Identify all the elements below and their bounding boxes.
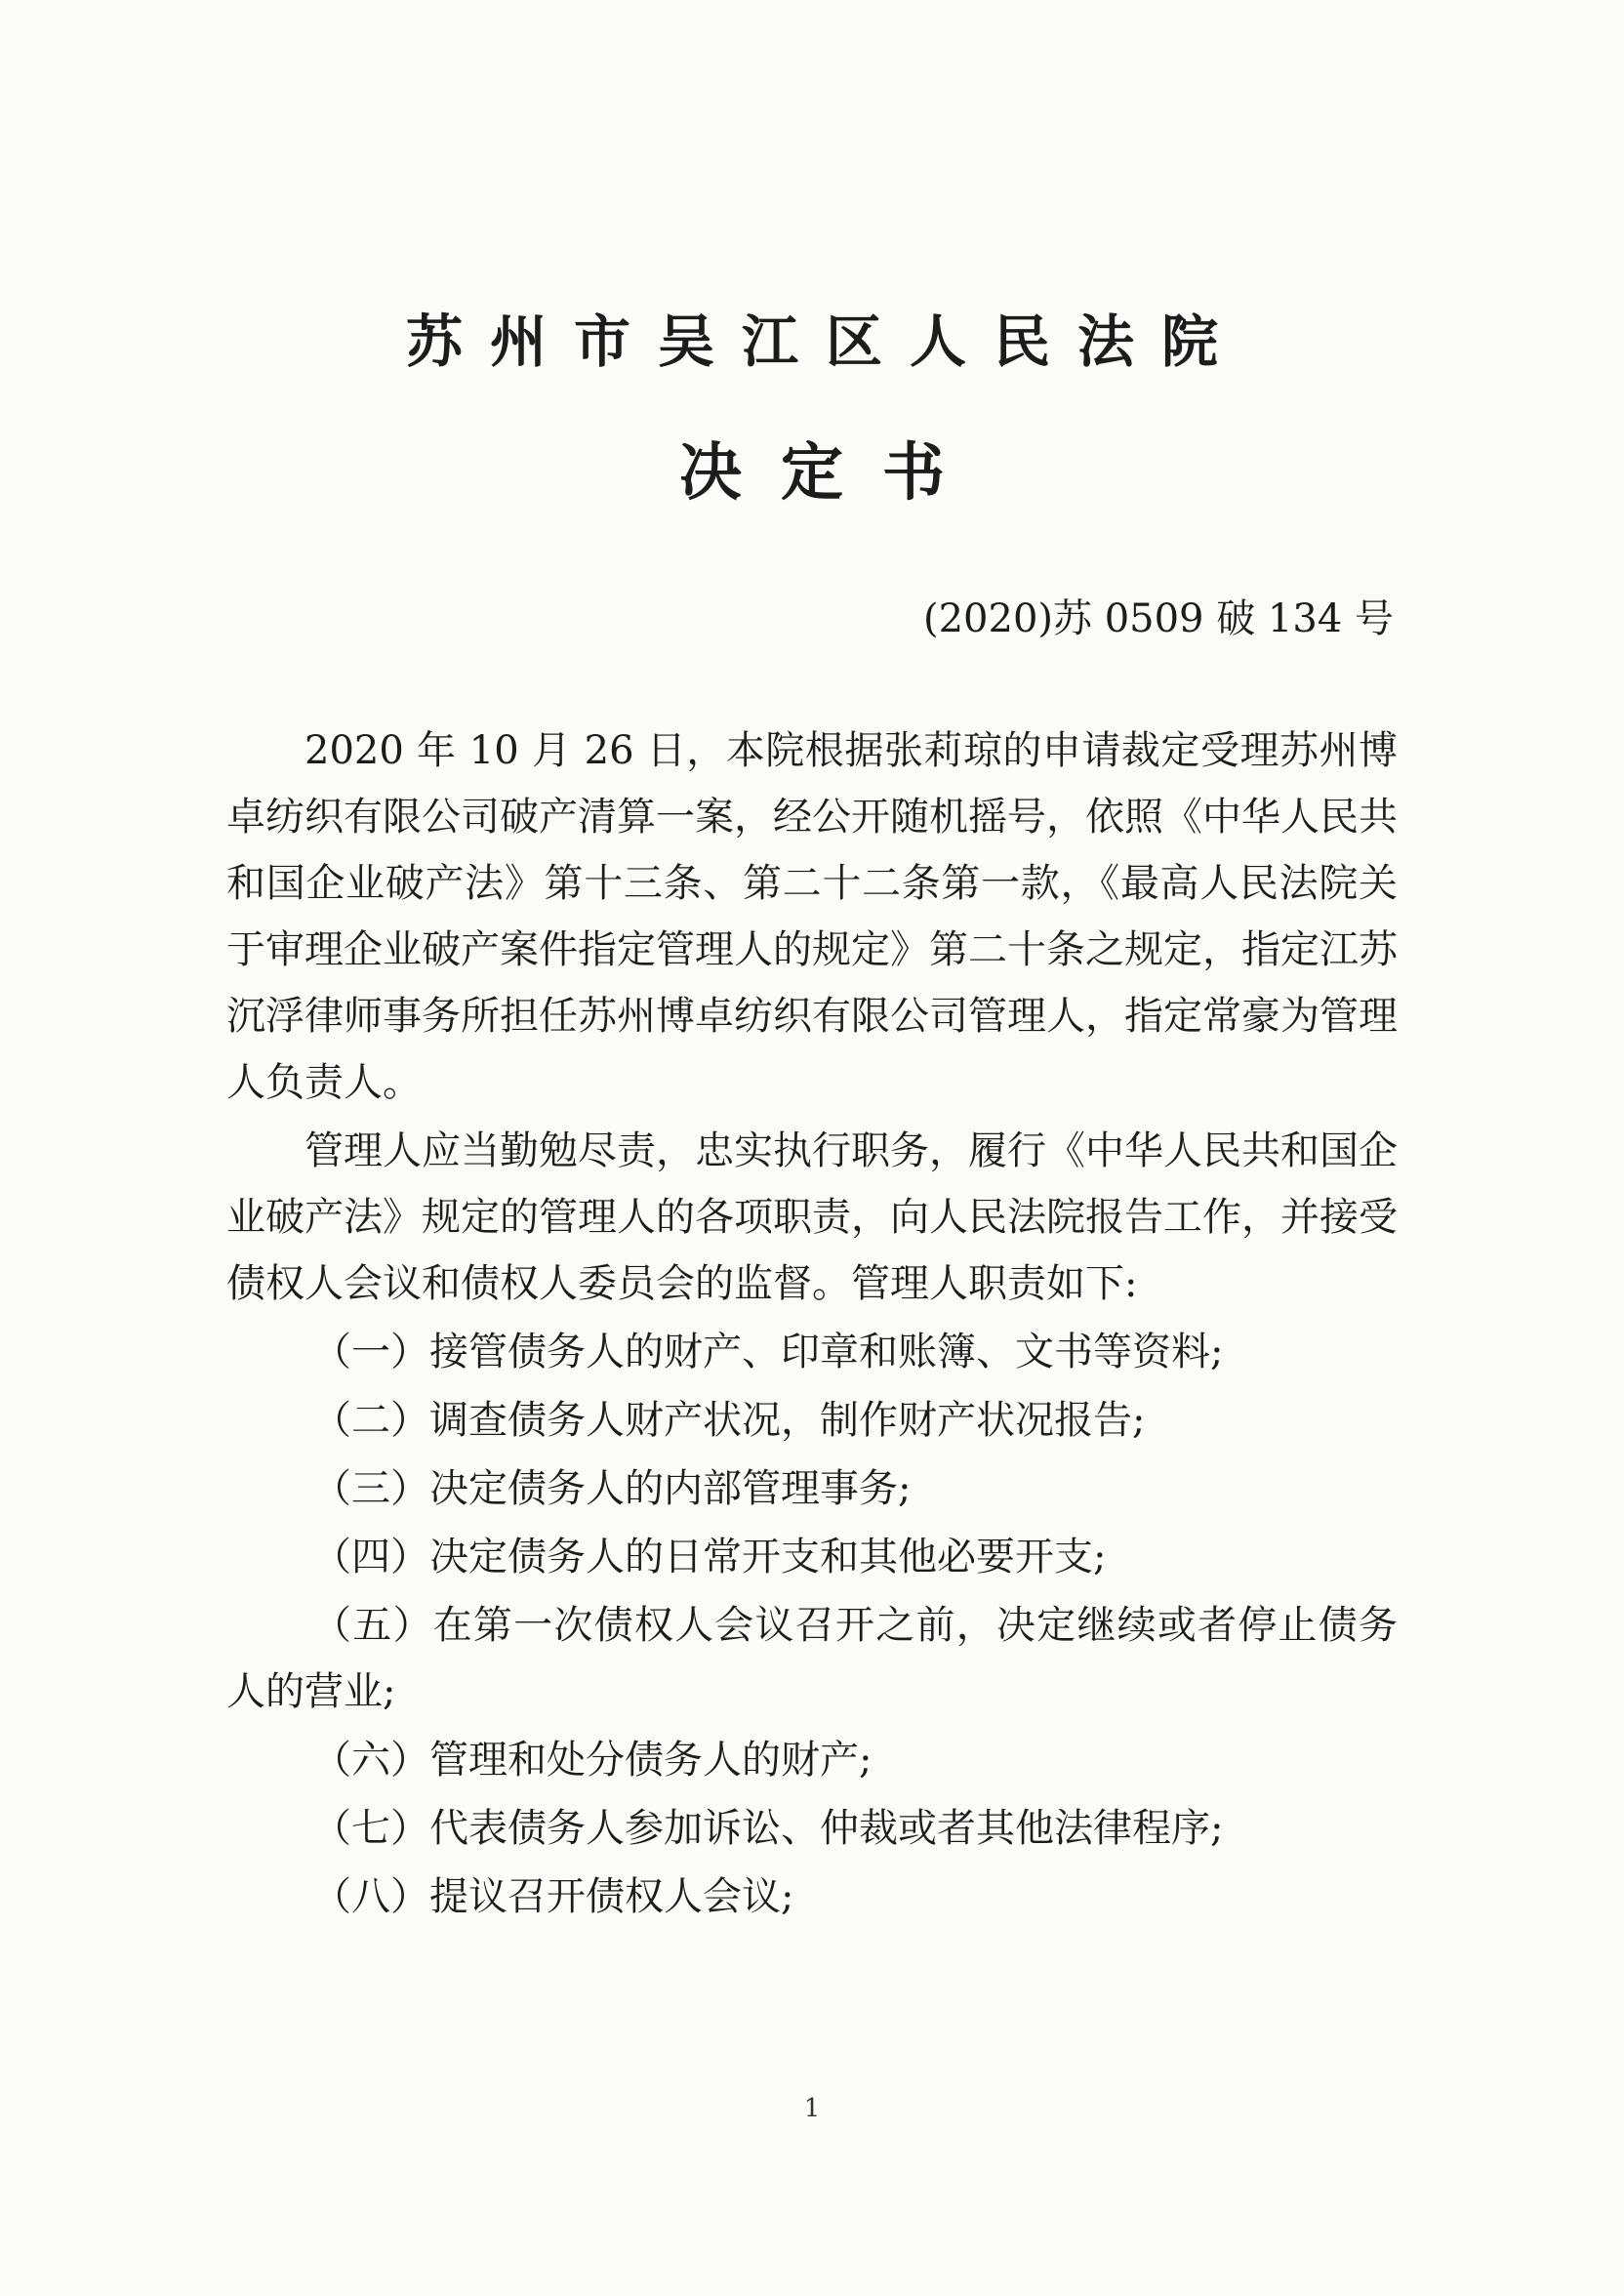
paragraph-duties-intro: 管理人应当勤勉尽责，忠实执行职务，履行《中华人民共和国企业破产法》规定的管理人的各项职责，向人民法院报告工作，并接受债权人会议和债权人委员会的监督。管理人职责如下:	[226, 1128, 1398, 1306]
duty-item-2: （二）调查债务人财产状况，制作财产状况报告;	[312, 1398, 1146, 1443]
paragraph-appointment: 2020 年 10 月 26 日，本院根据张莉琼的申请裁定受理苏州博卓纺织有限公司破产清算一案，经公开随机摇号，依照《中华人民共和国企业破产法》第十三条、第二十二条第一款，《最高人民法院关于审理企业破产案件指定管理人的规定》第二十条之规定，指定江苏沉浮律师事务所担任苏州博卓纺织有限公司管理人，指定常豪为管理人负责人。	[226, 728, 1398, 1105]
page-number: 1	[803, 2094, 821, 2123]
duty-item-6: （六）管理和处分债务人的财产;	[312, 1738, 873, 1783]
duty-item-7: （七）代表债务人参加诉讼、仲裁或者其他法律程序;	[312, 1806, 1224, 1851]
duty-item-5: （五）在第一次债权人会议召开之前，决定继续或者停止债务人的营业;	[226, 1603, 1398, 1714]
document-title: 决定书	[679, 436, 984, 510]
duty-item-4: （四）决定债务人的日常开支和其他必要开支;	[312, 1535, 1107, 1579]
case-number: (2020)苏 0509 破 134 号	[922, 596, 1394, 641]
duty-item-3: （三）决定债务人的内部管理事务;	[312, 1466, 912, 1511]
duty-item-8: （八）提议召开债权人会议;	[312, 1874, 794, 1919]
duty-item-1: （一）接管债务人的财产、印章和账簿、文书等资料;	[312, 1330, 1224, 1374]
court-name-heading: 苏州市吴江区人民法院	[405, 308, 1245, 375]
document-body	[226, 718, 1398, 1932]
